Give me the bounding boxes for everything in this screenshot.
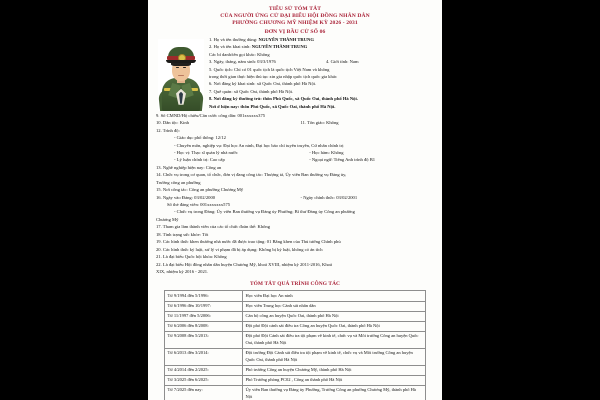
table-row (165, 385, 426, 400)
field-18-health: 18. Tình trạng sức khỏe: Tốt (156, 231, 209, 237)
field-16-party-position-line1: - Chức vụ trong Đảng: Ủy viên Ban thường vụ Đảng ủy Phường; Bí thư Đảng ủy Công an phường (174, 209, 355, 215)
field-21-national-assembly: 21. Là đại biểu Quốc hội khóa: Không (156, 254, 227, 260)
work-period: Từ 6/2013 đến 3/2014: (165, 348, 243, 365)
work-detail: Ủy viên Ban thường vụ Đảng ủy Phường, Trưởng Công an phường Chương Mỹ, thành phố Hà Nội (243, 385, 426, 400)
field-1-value: NGUYỄN THÀNH TRUNG (258, 36, 314, 42)
field-20-disciplinary: 20. Các hình thức kỷ luật, xử lý vi phạm đã bị áp dụng: Không bị kỷ luật, không có án tích (156, 246, 323, 252)
field-12c-degree: - Học vị: Thạc sĩ quản lý nhà nước (174, 149, 238, 155)
work-period: Từ 7/2025 đến nay: (165, 385, 243, 400)
field-2-label: 2. Họ và tên khai sinh: (209, 44, 251, 50)
title-line-2: CỦA NGƯỜI ỨNG CỬ ĐẠI BIỂU HỘI ĐỒNG NHÂN DÂN (220, 12, 370, 19)
field-12a-general-education: - Giáo dục phổ thông: 12/12 (174, 135, 226, 141)
work-period: Từ 3/2025 đến 6/2025: (165, 375, 243, 385)
table-row (165, 331, 426, 348)
field-politics-language-row (156, 156, 434, 163)
work-detail: Phó Trưởng phòng PC02 , Công an thành phố Hà Nội (243, 375, 426, 385)
work-period: Từ 11/1997 đến 5/2006: (165, 311, 243, 321)
work-detail: Cán bộ công an huyện Quốc Oai, thành phố Hà Nội (243, 311, 426, 321)
table-row (165, 321, 426, 331)
table-row (165, 348, 426, 365)
field-12e-political-theory: - Lý luận chính trị: Cao cấp (174, 157, 225, 163)
field-13-occupation: 13. Nghề nghiệp hiện nay: Công an (156, 164, 222, 170)
work-period: Từ 9/1994 đến 5/1996: (165, 291, 243, 301)
table-row (165, 365, 426, 375)
field-22-peoples-council-line2: XIX, nhiệm kỳ 2016 - 2021. (156, 268, 209, 274)
field-16-party-official-date: - Ngày chính thức: 03/02/2001 (300, 194, 358, 200)
title-line-3: PHƯỜNG CHƯƠNG MỸ NHIỆM KỲ 2026 - 2031 (232, 19, 358, 26)
field-2b-label: Các bí danh/tên gọi khác: (209, 51, 256, 57)
work-period: Từ 6/2006 đến 8/2008: (165, 321, 243, 331)
title-line-4: ĐƠN VỊ BẦU CỬ SỐ 06 (264, 28, 326, 35)
field-degree-title-row (156, 149, 434, 156)
field-16-party-join-date: 16. Ngày vào Đảng: 03/02/2000 (156, 194, 216, 200)
work-history-table (164, 290, 426, 400)
field-12-education: 12. Trình độ: (156, 127, 180, 133)
field-14-position-line1: 14. Chức vụ trong cơ quan, tổ chức, đơn vị đang công tác: Thượng tá, Ủy viên Ban thường vụ Đảng ủy, (156, 172, 347, 178)
field-3-dob: 3. Ngày, tháng, năm sinh: 03/3/1976 (209, 59, 276, 65)
field-6-birth-registration: 6. Nơi đăng ký khai sinh: xã Quốc Oai, thành phố Hà Nội. (209, 81, 317, 87)
work-period: Từ 4/2014 đến 2/2025: (165, 365, 243, 375)
field-11-religion: 11. Tôn giáo: Không (300, 120, 339, 126)
field-2b-value: Không (257, 51, 270, 57)
table-row (165, 311, 426, 321)
work-detail: Học viên Đại học An ninh (243, 291, 426, 301)
field-1-label: 1. Họ và tên thường dùng: (209, 36, 258, 42)
field-10-ethnicity: 10. Dân tộc: Kinh (156, 120, 189, 126)
field-8-current-residence: Nơi ở hiện nay: thôn Phú Quốc, xã Quốc Oai, thành phố Hà Nội. (209, 103, 336, 109)
field-12f-foreign-language: - Ngoại ngữ: Tiếng Anh trình độ B1 (309, 157, 376, 163)
field-15-workplace: 15. Nơi công tác: Công an phường Chương Mỹ (156, 187, 244, 193)
field-12d-academic-title: - Học hàm: Không (309, 149, 344, 155)
field-dob-gender-row (209, 58, 434, 65)
candidate-photo (158, 39, 204, 111)
field-16-party-position-line2: Chương Mỹ (156, 216, 179, 222)
field-5-nationality-line1: 5. Quốc tịch: Chỉ có 01 quốc tịch là quốc tịch Việt Nam và không (209, 66, 330, 72)
work-history-heading: TÓM TẮT QUÁ TRÌNH CÔNG TÁC (249, 281, 341, 288)
field-14-position-line2: Trưởng công an phường (156, 179, 201, 185)
field-2-value: NGUYỄN THÀNH TRUNG (251, 44, 308, 50)
work-history-body (165, 291, 426, 400)
field-4-gender: 4. Giới tính: Nam (326, 59, 359, 65)
document-page (148, 0, 442, 400)
field-22-peoples-council-line1: 22. Là đại biểu Hội đồng nhân dân huyện Chương Mỹ, khoá XVIII, nhiệm kỳ 2011-2016, Khoá (156, 261, 332, 267)
work-detail: Đội phó Đội Cảnh sát điều tra tội phạm về kinh tế, chức vụ và Môi trường Công an huyện Quốc Oai, thành phố Hà Nội (243, 331, 426, 348)
document-title-block (156, 6, 434, 36)
field-7-hometown: 7. Quê quán: xã Quốc Oai, thành phố Hà Nội. (209, 88, 294, 94)
table-row (165, 291, 426, 301)
field-9-id-number: 9. Số CMND/Hộ chiếu/Căn cước công dân: 001xxxxxx375 (156, 112, 266, 118)
field-ethnicity-religion-row (156, 119, 434, 126)
field-16-party-card-number: Số thẻ đảng viên: 001xxxxxxx575 (167, 202, 231, 207)
field-17-organizations: 17. Tham gia làm thành viên của các tổ chức đoàn thể: Không (156, 224, 271, 230)
work-period: Từ 9/2008 đến 5/2013: (165, 331, 243, 348)
work-detail: Phó trưởng Công an huyện Chương Mỹ, thành phố Hà Nội (243, 365, 426, 375)
work-period: Từ 6/1996 đến 10/1997: (165, 301, 243, 311)
table-row (165, 375, 426, 385)
biography-fields-continued (156, 112, 434, 276)
work-detail: Học viên Trung học Cảnh sát nhân dân (243, 301, 426, 311)
field-party-dates-row (156, 194, 434, 201)
title-line-1: TIỂU SỬ TÓM TẮT (268, 6, 322, 12)
work-detail: Đội trưởng Đội Cảnh sát điều tra tội phạm về kinh tế, chức vụ và Môi trường Công an huyện Quốc Oai, thành phố Hà Nội (243, 348, 426, 365)
table-row (165, 301, 426, 311)
field-5-nationality-line2: trong thời gian thực hiện thủ tục xin gia nhập quốc tịch quốc gia khác (209, 73, 337, 79)
field-12b-professional: - Chuyên môn, nghiệp vụ: Đại học An ninh, Đại học báo chí tuyên truyền, Cử nhân chính trị (174, 142, 344, 148)
field-19-awards: 19. Các hình thức khen thưởng nhà nước đã được trao tặng: 01 Bằng khen của Thủ tướng Chính phủ (156, 239, 341, 245)
work-detail: Đội phó Đội cảnh sát điều tra Công an huyện Quốc Oai, thành phố Hà Nội (243, 321, 426, 331)
field-8-permanent-residence: 8. Nơi đăng ký thường trú: thôn Phú Quốc, xã Quốc Oai, thành phố Hà Nội. (209, 96, 358, 102)
